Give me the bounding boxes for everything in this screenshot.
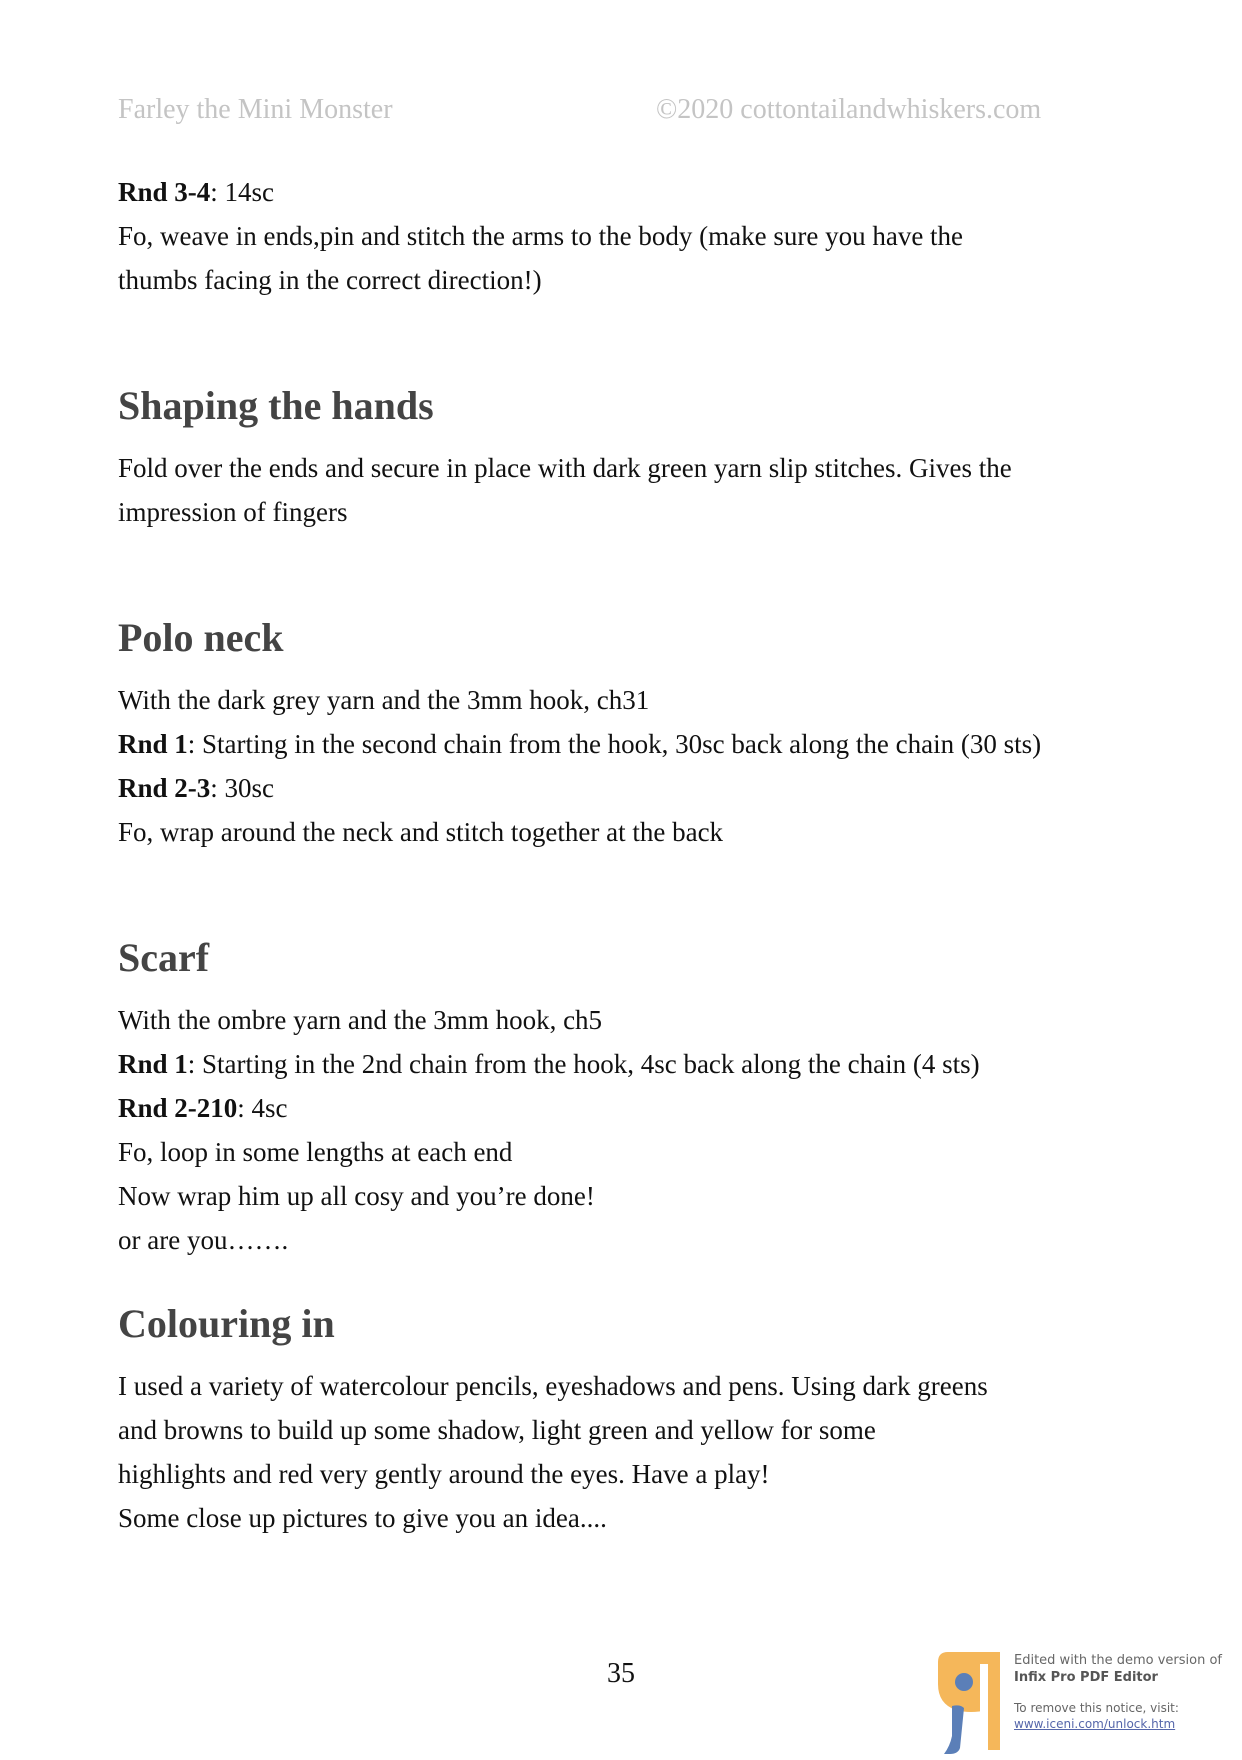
section-heading-colouring-in: Colouring in xyxy=(118,1301,335,1346)
rnd-label: Rnd 3-4 xyxy=(118,177,211,207)
shaping-text-line: Fold over the ends and secure in place with dark green yarn slip stitches. Gives the xyxy=(118,453,1012,483)
section-heading-scarf: Scarf xyxy=(118,935,210,980)
polo-rnd-2-3 xyxy=(118,766,1178,810)
rnd-label: Rnd 2-3 xyxy=(118,773,211,803)
watermark-link[interactable]: www.iceni.com/unlock.htm xyxy=(1014,1717,1176,1731)
rnd-text: : Starting in the second chain from the hook, 30sc back along the chain (30 sts) xyxy=(187,729,1042,759)
arms-rnd-3-4 xyxy=(118,170,1178,214)
polo-rnd-1 xyxy=(118,722,1178,766)
colouring-text-line-3: highlights and red very gently around the eyes. Have a play! xyxy=(118,1459,770,1489)
header-title: Farley the Mini Monster xyxy=(118,94,393,125)
scarf-setup-line: With the ombre yarn and the 3mm hook, ch5 xyxy=(118,1005,603,1035)
infix-watermark xyxy=(930,1650,1230,1755)
section-heading-shaping-hands: Shaping the hands xyxy=(118,383,434,428)
colouring-text-line-4: Some close up pictures to give you an idea.... xyxy=(118,1503,607,1533)
rnd-label: Rnd 2-210 xyxy=(118,1093,238,1123)
polo-setup-line: With the dark grey yarn and the 3mm hook, ch31 xyxy=(118,685,650,715)
polo-finish-line: Fo, wrap around the neck and stitch together at the back xyxy=(118,817,724,847)
rnd-text: : 4sc xyxy=(237,1093,288,1123)
scarf-teaser-line: or are you……. xyxy=(118,1225,289,1255)
colouring-text-line-2: and browns to build up some shadow, light green and yellow for some xyxy=(118,1415,876,1445)
shaping-text-line-cont: impression of fingers xyxy=(118,497,348,527)
watermark-line: Edited with the demo version of xyxy=(1014,1653,1223,1668)
scarf-finish-line: Fo, loop in some lengths at each end xyxy=(118,1137,513,1167)
scarf-done-line: Now wrap him up all cosy and you’re done! xyxy=(118,1181,595,1211)
page-content xyxy=(118,170,1178,1540)
rnd-label: Rnd 1 xyxy=(118,729,188,759)
watermark-text xyxy=(1014,1652,1230,1732)
infix-logo-icon xyxy=(930,1650,1005,1755)
arms-instruction-line-cont: thumbs facing in the correct direction!) xyxy=(118,265,542,295)
header-copyright: ©2020 cottontailandwhiskers.com xyxy=(656,94,1042,125)
watermark-notice: To remove this notice, visit: xyxy=(1014,1701,1179,1715)
section-heading-polo-neck: Polo neck xyxy=(118,615,284,660)
rnd-text: : 30sc xyxy=(210,773,275,803)
arms-instruction-line: Fo, weave in ends,pin and stitch the arms to the body (make sure you have the xyxy=(118,221,964,251)
watermark-product: Infix Pro PDF Editor xyxy=(1014,1670,1158,1685)
rnd-label: Rnd 1 xyxy=(118,1049,188,1079)
rnd-text: : Starting in the 2nd chain from the hook, 4sc back along the chain (4 sts) xyxy=(187,1049,980,1079)
colouring-text-line-1: I used a variety of watercolour pencils, eyeshadows and pens. Using dark greens xyxy=(118,1371,988,1401)
rnd-text: : 14sc xyxy=(210,177,275,207)
scarf-rnd-2-210 xyxy=(118,1086,1178,1130)
scarf-rnd-1 xyxy=(118,1042,1178,1086)
page-number: 35 xyxy=(607,1658,635,1689)
